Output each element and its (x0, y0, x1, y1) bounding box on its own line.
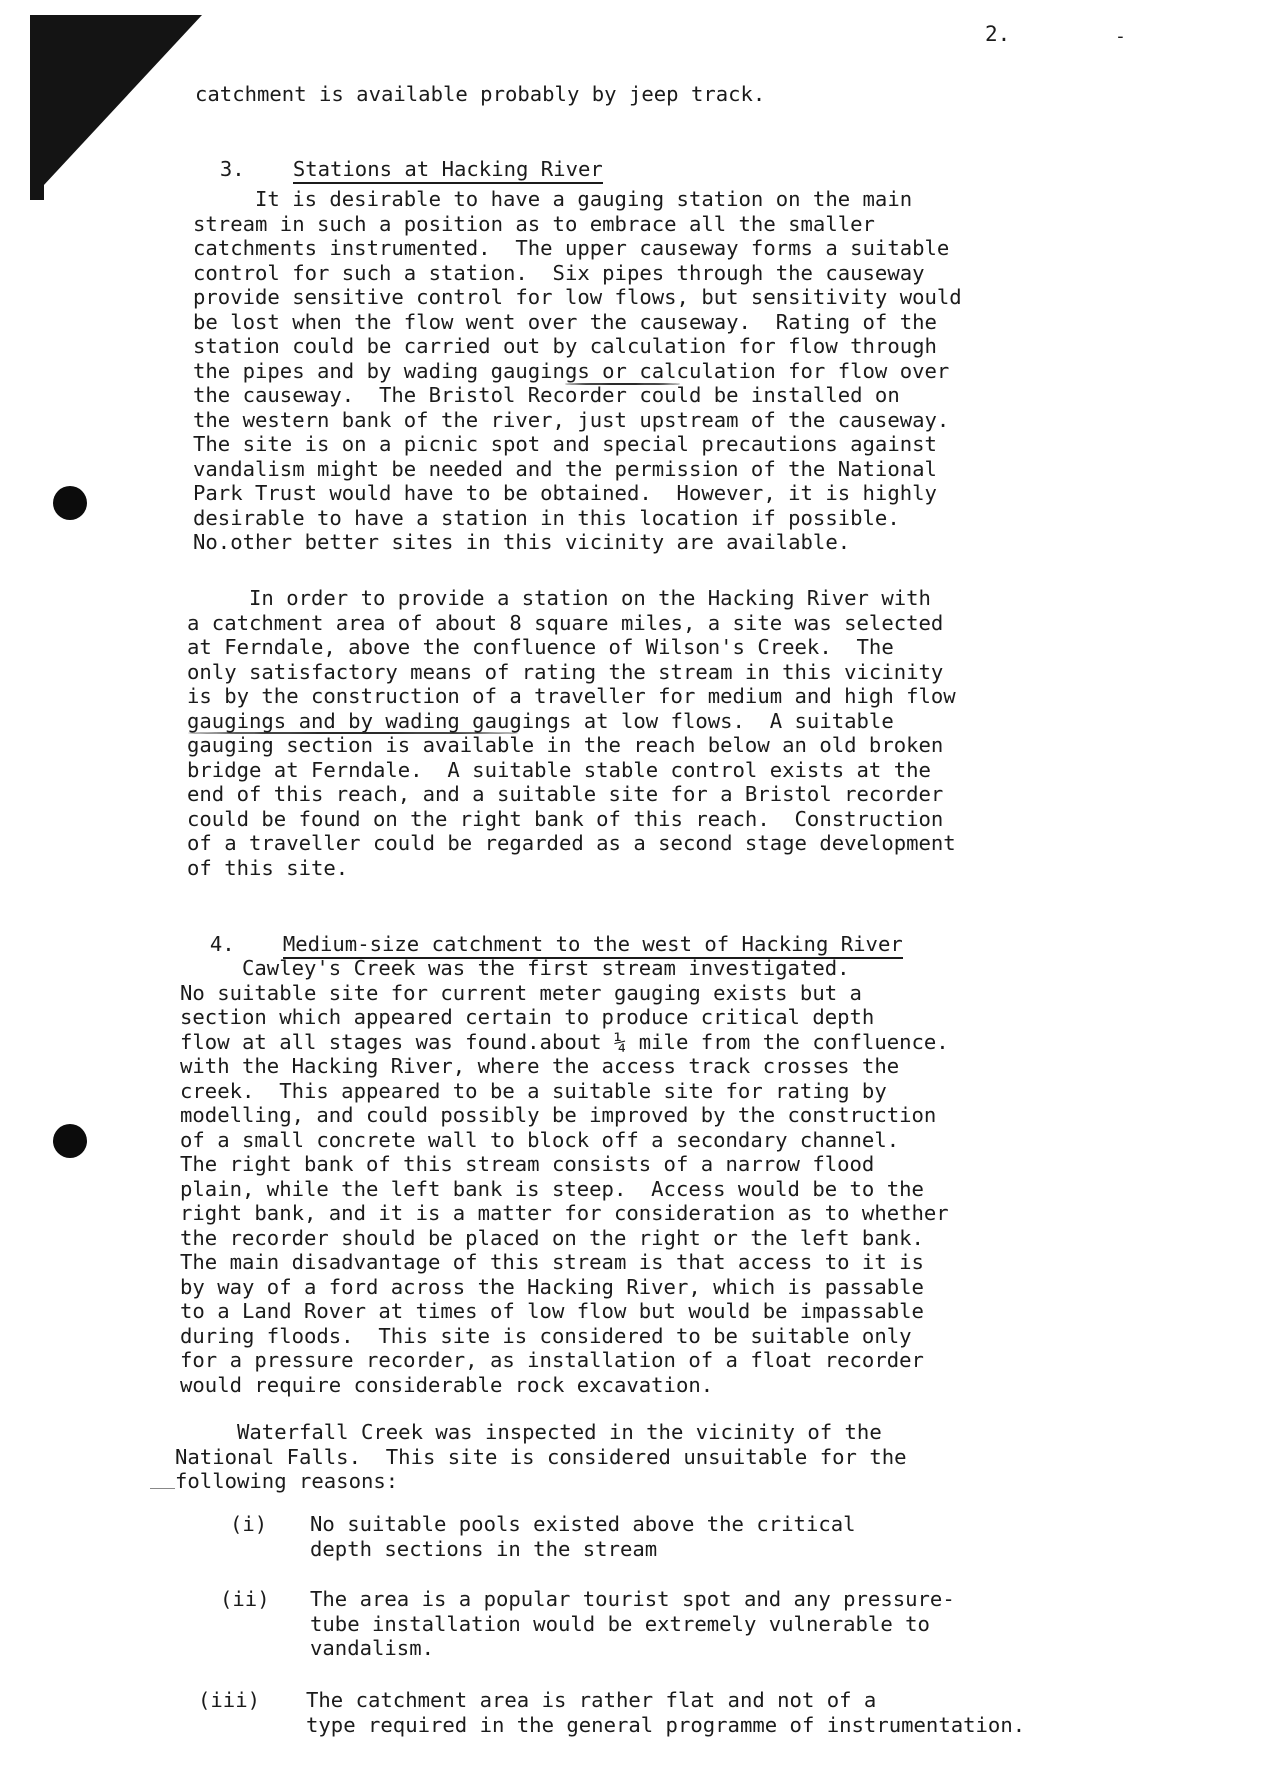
reason-text: The catchment area is rather flat and not of a type required in the general programme of instrumentation. (306, 1688, 1026, 1737)
section-4-paragraph-2: Waterfall Creek was inspected in the vicinity of the National Falls. This site is considered unsuitable for the following reasons: (175, 1420, 907, 1493)
ink-underline-gaugings (565, 383, 680, 385)
section-3-paragraph-1: It is desirable to have a gauging station on the main stream in such a position as to embrace all the smaller catchments instrumented. The upper causeway forms a suitable control for such a station. Six pipes through the causeway provide sensitive control for low flows, but sensitivity would be lost when the flow went over the causeway. Rating of the station could be carried out by calculation for flow through the pipes and by wading gaugings or calculation for flow over the causeway. The Bristol Recorder could be installed on the western bank of the river, just upstream of the causeway. The site is on a picnic spot and special precautions against vandalism might be needed and the permission of the National Park Trust would have to be obtained. However, it is highly desirable to have a station in this location if possible. No.other better sites in this vicinity are available. (193, 187, 962, 554)
section-4-paragraph-1: Cawley's Creek was the first stream investigated. No suitable site for current meter gauging exists but a section which appeared certain to produce critical depth flow at all stages was found.about ¼ mile from the confluence. with the Hacking River, where the access track crosses the creek. This appeared to be a suitable site for rating by modelling, and could possibly be improved by the construction of a small concrete wall to block off a secondary channel. The right bank of this stream consists of a narrow flood plain, while the left bank is steep. Access would be to the right bank, and it is a matter for consideration as to whether the recorder should be placed on the right or the left bank. The main disadvantage of this stream is that access to it is by way of a ford across the Hacking River, which is passable to a Land Rover at times of low flow but would be impassable during floods. This site is considered to be suitable only for a pressure recorder, as installation of a float recorder would require considerable rock excavation. (180, 956, 949, 1397)
section-4-number: 4. (209, 932, 235, 956)
reason-marker: (ii) (220, 1587, 270, 1611)
reason-marker: (i) (230, 1512, 268, 1536)
scan-edge-shadow (30, 15, 44, 200)
reason-marker: (iii) (198, 1688, 260, 1712)
reason-text: The area is a popular tourist spot and any pressure- tube installation would be extremely vulnerable to vandalism. (310, 1587, 955, 1660)
margin-tick (150, 1488, 175, 1489)
section-3-heading (195, 130, 603, 182)
page-number: 2. (985, 22, 1011, 46)
section-3-number: 3. (219, 157, 245, 181)
section-4-heading (185, 905, 903, 957)
corner-mark: - (1115, 26, 1126, 47)
scan-corner-shadow (30, 15, 202, 200)
section-4-title: Medium-size catchment to the west of Hacking River (283, 932, 903, 959)
ink-underline-wading (188, 732, 518, 734)
intro-line: catchment is available probably by jeep track. (195, 82, 766, 106)
reason-text: No suitable pools existed above the critical depth sections in the stream (310, 1512, 856, 1561)
section-3-title: Stations at Hacking River (293, 157, 603, 184)
section-3-paragraph-2: In order to provide a station on the Hacking River with a catchment area of about 8 square miles, a site was selected at Ferndale, above the confluence of Wilson's Creek. The only satisfactory means of rating the stream in this vicinity is by the construction of a traveller for medium and high flow gaugings and by wading gaugings at low flows. A suitable gauging section is available in the reach below an old broken bridge at Ferndale. A suitable stable control exists at the end of this reach, and a suitable site for a Bristol recorder could be found on the right bank of this reach. Construction of a traveller could be regarded as a second stage development of this site. (187, 586, 956, 880)
punch-hole-lower (53, 1124, 87, 1158)
punch-hole-upper (53, 486, 87, 520)
